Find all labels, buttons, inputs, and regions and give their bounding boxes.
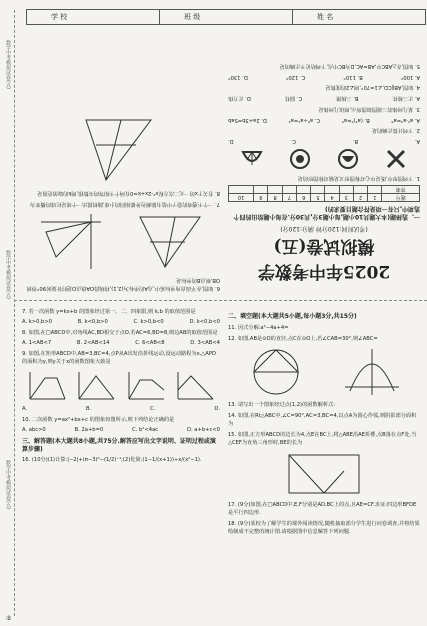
answer-cell[interactable]	[229, 186, 254, 194]
coordinate-figure	[37, 212, 107, 272]
exam-title: 2025年中考数学	[257, 261, 391, 281]
option-b[interactable]: B. 2<AB<14	[76, 340, 110, 347]
question-7: 7. 一个不透明的袋子中装有除颜色外都相同的小球,随机摸出一个球是红球的概率为	[30, 200, 220, 207]
answer-cell[interactable]	[268, 186, 282, 194]
question-13: 13. 请写出一个图象经过点(1,2)的函数解析式:	[228, 401, 335, 408]
leaf-logo-icon	[336, 148, 360, 170]
exam-duration: (考试时间:120分钟 满分:120分)	[280, 225, 368, 232]
table-cell: 7	[282, 194, 296, 202]
question-10: 10. 二次函数 y=ax²+bx+c 的图象如图所示,则下列结论正确的是	[22, 417, 175, 424]
graph-option-a	[27, 370, 67, 402]
name-field[interactable]	[293, 10, 425, 24]
question-16: 16. (10分)(1)计算:|−2|+(π−3)⁰−(1/2)⁻¹;(2)化简:(1−1/(x+1))÷x/(x²−1).	[22, 457, 202, 464]
class-label: 班 级	[184, 13, 201, 21]
square-fold-figure	[284, 451, 364, 497]
question-3: 3. 某几何体的三视图如图所示,则该几何体是	[318, 105, 420, 112]
graph-option-d	[175, 370, 215, 402]
option-c[interactable]: C.	[150, 406, 156, 413]
option-d[interactable]: D. 3<AB<4	[190, 340, 220, 347]
table-cell: 2	[353, 194, 367, 202]
answer-cell[interactable]	[339, 186, 353, 194]
option-b[interactable]: B. k<0,b>0	[77, 319, 108, 326]
question-1-options	[228, 138, 420, 144]
question-14: 14. 如图,在Rt△ABC中,∠C=90°,AC=3,BC=4,以点A为圆心作弧,则阴影部分面积为	[228, 412, 417, 427]
answer-table-header-row	[229, 194, 420, 202]
question-11: 11. 因式分解:a²−4a+4=	[228, 324, 289, 331]
section-2-heading: 二、填空题(本大题共5小题,每小题3分,共15分)	[228, 313, 357, 320]
table-cell: 5	[311, 194, 325, 202]
question-17: 17. (9分)如图,在□ABCD中,E,F分别是AD,BC上的点,且AE=CF.求证:四边形BFDE是平行四边形.	[228, 501, 417, 516]
top-left-panel	[22, 30, 220, 292]
option-c[interactable]: C. 6<AB<8	[135, 340, 165, 347]
question-1-figures	[228, 148, 420, 170]
option-b[interactable]: B. (a³)²=a⁵	[341, 116, 370, 123]
option-a[interactable]: A. 1<AB<7	[22, 340, 52, 347]
section-1-heading: 一、选择题(本大题共10小题,每小题3分,共30分.在每小题给出的四个选项中,只有一项是符合题目要求的)	[233, 205, 420, 220]
option-d[interactable]: D. 2a+3b=5ab	[228, 116, 267, 123]
question-12-figure	[228, 347, 420, 397]
option-b[interactable]: B. 三棱锥	[336, 94, 359, 101]
question-5: 5. 如图,在△ABC中,AB=AC,D为BC中点,下列结论不正确的是	[279, 62, 420, 69]
top-right-panel	[228, 30, 420, 292]
option-d[interactable]: D.	[214, 406, 220, 413]
option-b[interactable]: B. 2a+b=0	[74, 427, 104, 434]
option-a[interactable]: A.	[414, 137, 420, 144]
answer-cell[interactable]	[353, 186, 367, 194]
option-c[interactable]: C. a⁶÷a²=a⁴	[288, 116, 321, 123]
table-cell: 10	[229, 194, 254, 202]
table-cell: 1	[368, 194, 382, 202]
class-field[interactable]	[160, 10, 293, 24]
triangle-figure	[81, 115, 161, 185]
option-d[interactable]: D. 正方体	[228, 94, 251, 101]
question-1: 1. 下列图形中,既是中心对称图形又是轴对称图形的是	[297, 175, 420, 181]
x-shape-icon	[384, 148, 408, 170]
shell-logo-icon	[240, 148, 264, 170]
exam-title-sub: 模拟试卷(五)	[273, 236, 375, 256]
question-6: 6. 如图,在平面直角坐标系中,点A的坐标为(2,1),将线段OA绕点O逆时针旋转90°得到OB,则点B的坐标是	[26, 276, 220, 291]
margin-label: 数学中考模拟试卷(五)	[5, 460, 11, 509]
question-4: 4. 如图,AB∥CD,∠1=70°,则∠2的度数是	[325, 83, 420, 90]
option-b[interactable]: B. 110°	[343, 73, 363, 80]
answer-cell[interactable]	[311, 186, 325, 194]
option-a[interactable]: A. k>0,b>0	[22, 319, 52, 326]
question-8: 8. 若关于x的一元二次方程x²-2x+k=0有两个不相等的实数根,则k的取值范围是	[37, 189, 220, 196]
option-a[interactable]: A. abc>0	[22, 427, 46, 434]
question-7-options	[22, 319, 220, 325]
option-a[interactable]: A.	[22, 406, 28, 413]
school-label: 学 校	[51, 13, 68, 21]
name-label: 姓 名	[317, 13, 334, 21]
binding-line	[14, 10, 15, 616]
school-field[interactable]	[27, 10, 160, 24]
question-9: 9. 如图,在矩形ABCD中,AB=3,BC=4,点P从A出发沿折线运动,设运动路程为x,△APD的面积为y,则y关于x的函数图象大致是	[22, 351, 216, 366]
graph-option-c	[126, 370, 166, 402]
margin-label: 数学中考模拟试卷(五)	[5, 250, 11, 299]
ring-logo-icon	[288, 148, 312, 170]
table-cell: 答案	[382, 186, 420, 194]
page-mark: ⑤	[6, 615, 12, 622]
answer-cell[interactable]	[254, 186, 268, 194]
table-cell: 题号	[382, 194, 420, 202]
answer-cell[interactable]	[296, 186, 310, 194]
option-d[interactable]: D. 130°	[228, 73, 248, 80]
question-7: 7. 若一次函数 y=kx+b 的图象经过第一、二、四象限,则 k,b 的取值范围是	[22, 309, 196, 315]
option-c[interactable]: C.	[290, 137, 296, 144]
parabola-figure	[342, 347, 402, 397]
table-cell: 4	[325, 194, 339, 202]
table-cell: 8	[268, 194, 282, 202]
question-2-options	[228, 117, 420, 123]
bottom-left-panel	[22, 308, 220, 608]
question-8-options	[22, 340, 220, 346]
answer-cell[interactable]	[368, 186, 382, 194]
answer-cell[interactable]	[282, 186, 296, 194]
question-8: 8. 如图,在□ABCD中,对角线AC,BD相交于点O,若AC=6,BD=8,则边AB的取值范围是	[22, 330, 218, 337]
option-b[interactable]: B.	[86, 406, 92, 413]
answer-table-answer-row	[229, 186, 420, 194]
question-12: 12. 如图,AB是⊙O的直径,点C在⊙O上,若∠CAB=30°,则∠ABC=	[228, 335, 378, 342]
option-a[interactable]: A. a²·a³=a⁶	[391, 116, 420, 123]
margin-label: 数学中考模拟试卷(五)	[5, 40, 11, 89]
question-2: 2. 下列计算正确的是	[371, 126, 420, 133]
question-3-options	[228, 95, 420, 102]
question-8-figure	[22, 115, 220, 185]
question-9-options	[22, 406, 220, 412]
option-d[interactable]: D. k<0,b<0	[189, 319, 220, 326]
option-d[interactable]: D.	[228, 137, 234, 144]
table-cell: 3	[339, 194, 353, 202]
section-3-heading: 三、解答题(本大题共8小题,共75分.解答应写出文字说明、证明过程或演算步骤)	[22, 438, 216, 453]
student-info-bar	[26, 9, 426, 25]
question-15-figure	[228, 451, 420, 497]
option-b[interactable]: B.	[352, 137, 358, 144]
bottom-right-panel	[228, 308, 420, 608]
question-9-graphs	[22, 370, 220, 402]
fold-line	[14, 300, 427, 301]
question-15: 15. 如图,正方形ABCD的边长为4,点E在BC上,将△ABE沿AE折叠,点B落在点F处,当△CEF为直角三角形时,BE的长为	[228, 431, 417, 446]
answer-table	[228, 185, 420, 202]
question-6-figure	[22, 212, 220, 272]
option-c[interactable]: C. 圆柱	[284, 94, 303, 101]
option-a[interactable]: A. 正三棱柱	[392, 94, 420, 101]
option-c[interactable]: C. k>0,b<0	[133, 319, 164, 326]
question-4-options	[228, 74, 420, 80]
circle-figure	[246, 347, 306, 397]
option-c[interactable]: C. 120°	[285, 73, 306, 80]
graph-option-b	[76, 370, 116, 402]
table-cell: 6	[296, 194, 310, 202]
question-18: 18. (9分)某校为了解学生的课外阅读情况,随机抽取部分学生进行问卷调查,并将结果绘制成不完整的统计图.请根据图中信息解答下列问题.	[228, 521, 420, 536]
option-d[interactable]: D. a+b+c<0	[187, 427, 220, 434]
table-cell: 9	[254, 194, 268, 202]
geometry-figure	[136, 212, 206, 272]
option-c[interactable]: C. b²<4ac	[132, 427, 159, 434]
question-10-options	[22, 427, 220, 433]
option-a[interactable]: A. 100°	[400, 73, 420, 80]
answer-cell[interactable]	[325, 186, 339, 194]
